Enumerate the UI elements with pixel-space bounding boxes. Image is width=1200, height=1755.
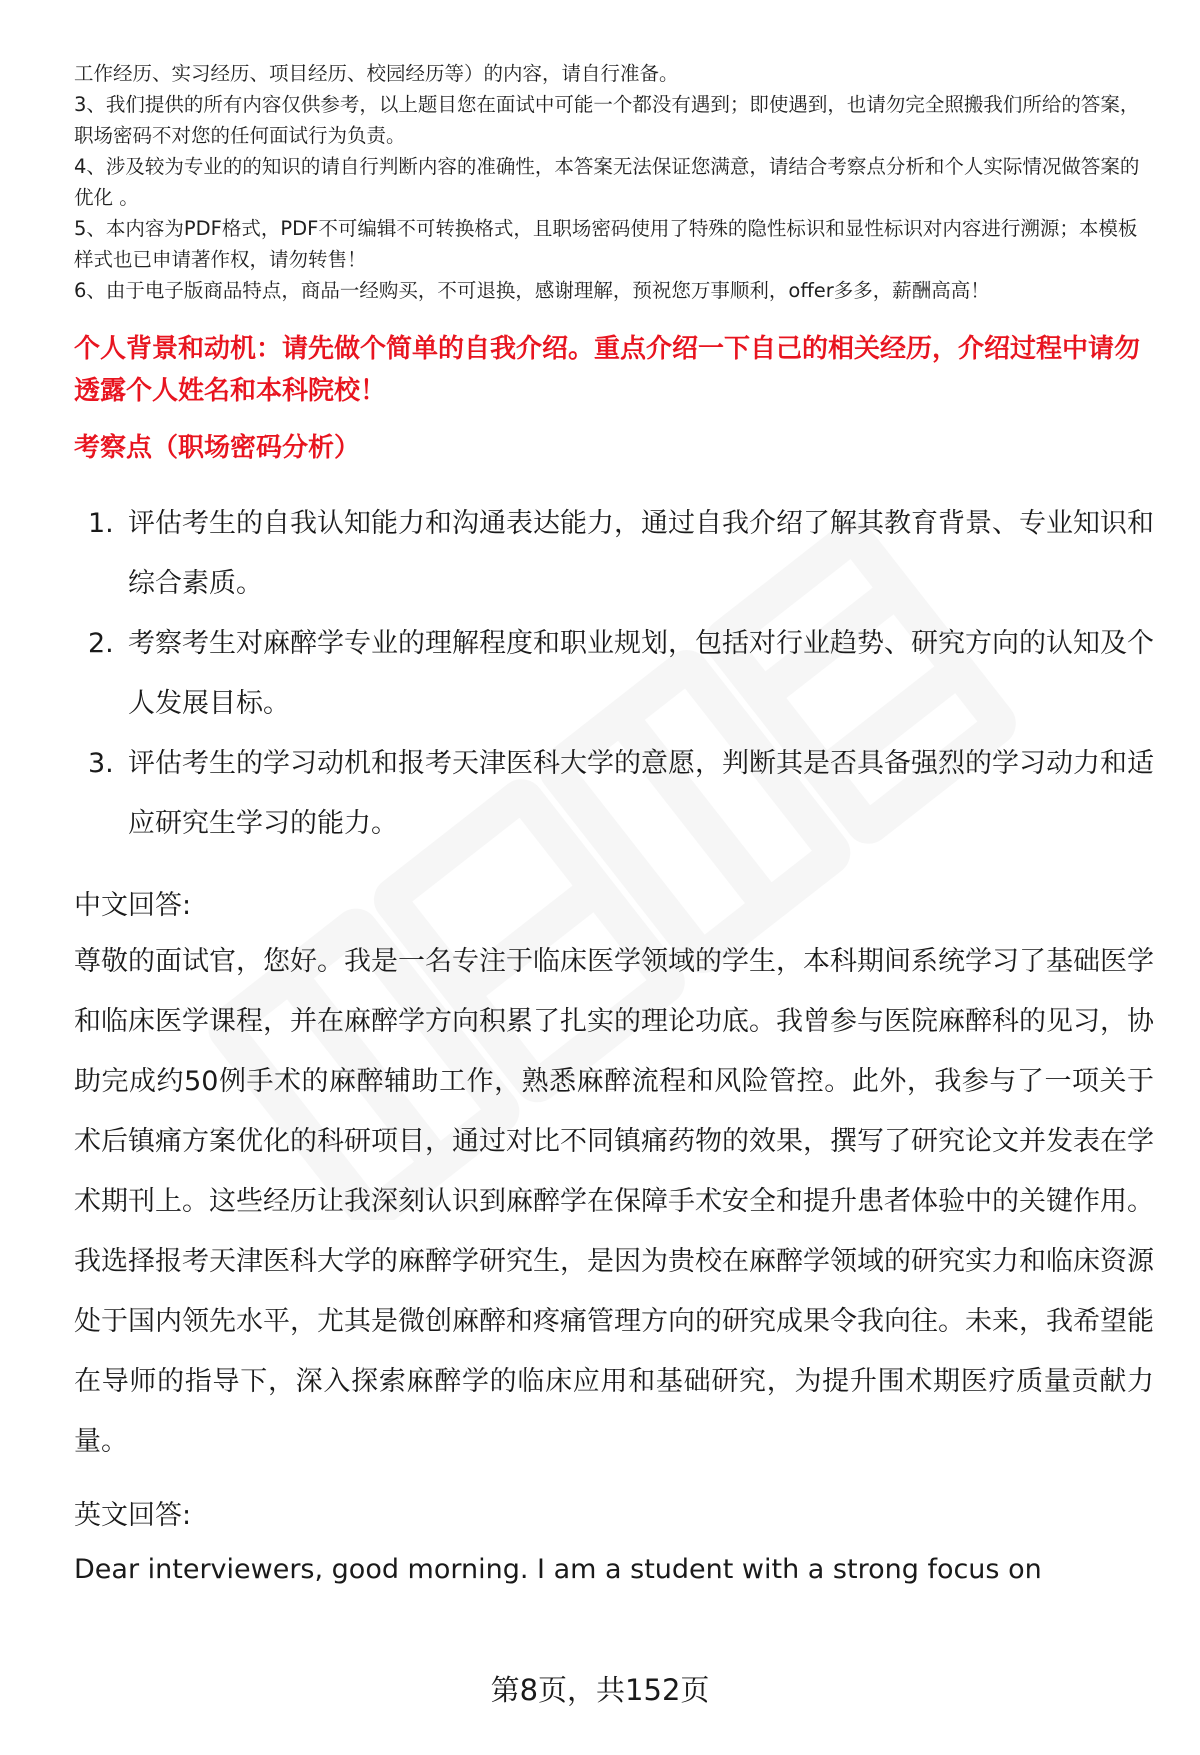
analysis-point — [74, 614, 1154, 734]
note-item: 4、涉及较为专业的的知识的请自行判断内容的准确性，本答案无法保证您满意，请结合考察点分析和个人实际情况做答案的优化 。 — [74, 155, 1140, 209]
chinese-answer: 尊敬的面试官，您好。我是一名专注于临床医学领域的学生，本科期间系统学习了基础医学和临床医学课程，并在麻醉学方向积累了扎实的理论功底。我曾参与医院麻醉科的见习，协助完成约50例手术的麻醉辅助工作，熟悉麻醉流程和风险管控。此外，我参与了一项关于术后镇痛方案优化的科研项目，通过对比不同镇痛药物的效果，撰写了研究论文并发表在学术期刊上。这些经历让我深刻认识到麻醉学在保障手术安全和提升患者体验中的关键作用。我选择报考天津医科大学的麻醉学研究生，是因为贵校在麻醉学领域的研究实力和临床资源处于国内领先水平，尤其是微创麻醉和疼痛管理方向的研究成果令我向往。未来，我希望能在导师的指导下，深入探索麻醉学的临床应用和基础研究，为提升围术期医疗质量贡献力量。 — [74, 946, 1154, 1457]
analysis-point — [74, 494, 1154, 614]
notes-list — [74, 58, 1154, 306]
point-number: 1. — [88, 508, 114, 539]
english-answer: Dear interviewers, good morning. I am a student with a strong focus on — [74, 1554, 1042, 1585]
point-number: 3. — [88, 748, 114, 779]
note-item: 6、由于电子版商品特点，商品一经购买，不可退换，感谢理解，预祝您万事顺利，offer多多，薪酬高高！ — [74, 279, 990, 302]
point-text: 考察考生对麻醉学专业的理解程度和职业规划，包括对行业趋势、研究方向的认知及个人发展目标。 — [128, 628, 1154, 719]
english-answer-label: 英文回答: — [74, 1500, 192, 1531]
chinese-answer-label: 中文回答: — [74, 890, 192, 921]
page-footer: 第8页，共152页 — [490, 1673, 710, 1707]
analysis-point — [74, 734, 1154, 854]
main-content — [74, 58, 1154, 1598]
analysis-points — [74, 494, 1154, 854]
note-item: 工作经历、实习经历、项目经历、校园经历等）的内容，请自行准备。 — [74, 62, 679, 85]
note-item: 5、本内容为PDF格式，PDF不可编辑不可转换格式，且职场密码使用了特殊的隐性标识和显性标识对内容进行溯源；本模板样式也已申请著作权，请勿转售！ — [74, 217, 1138, 271]
analysis-title: 考察点（职场密码分析） — [74, 433, 361, 463]
point-number: 2. — [88, 628, 114, 659]
point-text: 评估考生的自我认知能力和沟通表达能力，通过自我介绍了解其教育背景、专业知识和综合素质。 — [128, 508, 1154, 599]
point-text: 评估考生的学习动机和报考天津医科大学的意愿，判断其是否具备强烈的学习动力和适应研究生学习的能力。 — [128, 748, 1154, 839]
interview-question: 个人背景和动机：请先做个简单的自我介绍。重点介绍一下自己的相关经历，介绍过程中请勿透露个人姓名和本科院校！ — [74, 334, 1141, 406]
note-item: 3、我们提供的所有内容仅供参考，以上题目您在面试中可能一个都没有遇到；即使遇到，也请勿完全照搬我们所给的答案，职场密码不对您的任何面试行为负责。 — [74, 93, 1140, 147]
